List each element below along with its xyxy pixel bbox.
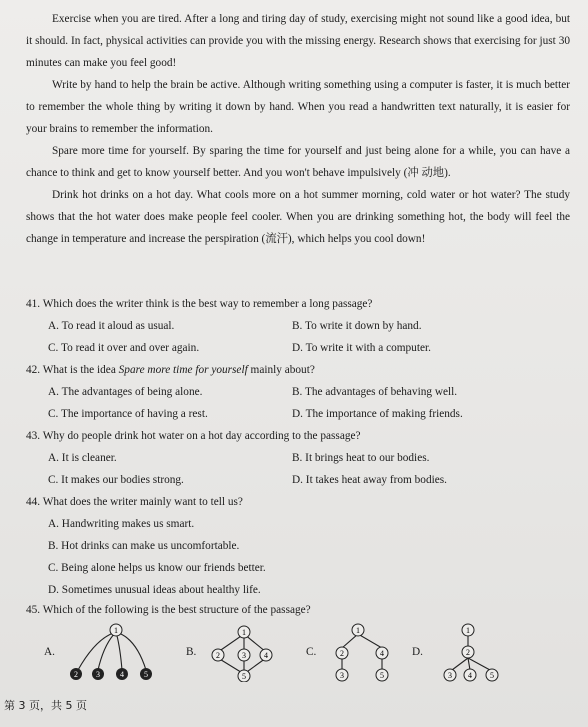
svg-text:1: 1: [114, 626, 118, 635]
q42-stem-pre: 42. What is the idea: [26, 364, 119, 376]
diagram-b-label: B.: [186, 646, 197, 658]
diagram-b-tree: [186, 622, 286, 682]
diagram-b-node-5: [238, 670, 250, 682]
para4-line3: something hot, the body will feel the change in temperature and increase the perspiration (流汗),: [26, 211, 570, 245]
diagram-d-node-3: [444, 669, 456, 681]
svg-text:3: 3: [242, 651, 246, 660]
diagram-a-edge: [116, 632, 146, 670]
paragraph-exercise: [26, 8, 570, 74]
q41-option-d[interactable]: D. To write it with a computer.: [292, 342, 431, 354]
svg-text:3: 3: [448, 671, 452, 680]
page-footer: 第 3 页，共 5 页: [4, 699, 87, 712]
question-44-stem: 44. What does the writer mainly want to tell us?: [26, 496, 243, 508]
para1-line1: Exercise when you are tired. After a long and tiring day of study, exercising might not sound like: [52, 13, 495, 25]
question-45-stem: 45. Which of the following is the best structure of the passage?: [26, 604, 311, 616]
diagram-d-node-4: [464, 669, 476, 681]
svg-text:5: 5: [242, 672, 246, 681]
diagram-c-node-3: [336, 669, 348, 681]
diagram-a-edge: [98, 632, 116, 670]
diagram-c-node-2: [336, 647, 348, 659]
diagram-d-node-5: [486, 669, 498, 681]
svg-text:2: 2: [466, 648, 470, 657]
q44-option-a[interactable]: A. Handwriting makes us smart.: [48, 518, 195, 530]
diagram-d-edge: [468, 658, 470, 670]
q42-option-a[interactable]: A. The advantages of being alone.: [48, 386, 203, 398]
diagram-b-node-1: [238, 626, 250, 638]
para1-line2: a good idea, but it should. In fact, physical activities can provide you with the missing energy.: [26, 13, 571, 47]
q44-option-d[interactable]: D. Sometimes unusual ideas about healthy life.: [48, 584, 261, 596]
q41-option-b[interactable]: B. To write it down by hand.: [292, 320, 422, 332]
q42-option-b[interactable]: B. The advantages of behaving well.: [292, 386, 458, 398]
svg-text:2: 2: [216, 651, 220, 660]
svg-text:5: 5: [144, 670, 148, 679]
diagram-b-node-3: [238, 649, 250, 661]
para4-line4: which helps you cool down!: [297, 233, 426, 245]
q43-option-a[interactable]: A. It is cleaner.: [48, 452, 117, 464]
diagram-c-edge: [342, 634, 358, 648]
diagram-a-node-4: [116, 668, 128, 680]
diagram-c-node-1: [352, 624, 364, 636]
diagram-c-label: C.: [306, 646, 317, 658]
q42-stem-emphasis: Spare more time for yourself: [118, 364, 248, 376]
svg-text:2: 2: [340, 649, 344, 658]
diagram-c-node-5: [376, 669, 388, 681]
structure-diagram-a[interactable]: [44, 622, 164, 682]
q43-option-b[interactable]: B. It brings heat to our bodies.: [292, 452, 430, 464]
svg-text:3: 3: [96, 670, 100, 679]
diagram-a-label: A.: [44, 646, 55, 658]
para3-line2: you can have a chance to think and get to know yourself better. And you won't behave impulsively (冲: [26, 145, 571, 179]
diagram-a-node-5: [140, 668, 152, 680]
svg-text:4: 4: [264, 651, 268, 660]
svg-text:5: 5: [380, 671, 384, 680]
q41-option-c[interactable]: C. To read it over and over again.: [48, 342, 200, 354]
diagram-c-node-4: [376, 647, 388, 659]
q42-option-c[interactable]: C. The importance of having a rest.: [48, 408, 208, 420]
svg-text:4: 4: [380, 649, 384, 658]
svg-text:1: 1: [356, 626, 360, 635]
diagram-d-edge: [468, 658, 490, 670]
para3-line1: Spare more time for yourself. By sparing the time for yourself and just being alone for a while,: [52, 145, 497, 157]
para1-line3: Research shows that exercising for just 30 minutes can make you feel good!: [26, 35, 570, 69]
q43-option-c[interactable]: C. It makes our bodies strong.: [48, 474, 184, 486]
svg-text:2: 2: [74, 670, 78, 679]
paragraph-handwriting: [26, 74, 570, 140]
svg-text:4: 4: [468, 671, 472, 680]
svg-text:4: 4: [120, 670, 124, 679]
svg-text:1: 1: [466, 626, 470, 635]
diagram-a-node-2: [70, 668, 82, 680]
para3-line3: 动地).: [421, 167, 451, 179]
q42-option-d[interactable]: D. The importance of making friends.: [292, 408, 463, 420]
svg-text:5: 5: [490, 671, 494, 680]
diagram-a-node-1: [110, 624, 122, 636]
structure-diagram-b[interactable]: [186, 622, 286, 682]
q41-option-a[interactable]: A. To read it aloud as usual.: [48, 320, 175, 332]
paragraph-hot-drinks: [26, 184, 570, 250]
para2-line2: it is much better to remember the whole thing by writing it down by hand. When you read a: [26, 79, 570, 113]
svg-text:1: 1: [242, 628, 246, 637]
diagram-d-node-1: [462, 624, 474, 636]
diagram-c-tree: [306, 622, 406, 682]
diagram-d-label: D.: [412, 646, 423, 658]
diagram-d-edge: [452, 658, 468, 670]
q43-option-d[interactable]: D. It takes heat away from bodies.: [292, 474, 447, 486]
diagram-a-node-3: [92, 668, 104, 680]
diagram-a-edge: [78, 632, 116, 670]
para4-line1: Drink hot drinks on a hot day. What cools more on a hot summer morning, cold water or hot: [52, 189, 487, 201]
diagram-a-tree: [44, 622, 164, 682]
diagram-d-tree: [412, 622, 522, 682]
question-42-stem: [26, 359, 315, 381]
q42-stem-post: mainly about?: [247, 364, 315, 376]
question-41-stem: 41. Which does the writer think is the best way to remember a long passage?: [26, 298, 373, 310]
structure-diagram-c[interactable]: [306, 622, 406, 682]
diagram-d-node-2: [462, 646, 474, 658]
diagram-a-edge: [116, 632, 122, 670]
para2-line3: handwritten text naturally, it is easier for your brains to remember the information.: [26, 101, 570, 135]
question-43-stem: 43. Why do people drink hot water on a hot day according to the passage?: [26, 430, 361, 442]
svg-text:3: 3: [340, 671, 344, 680]
reading-passage: [26, 8, 570, 250]
diagram-b-node-2: [212, 649, 224, 661]
diagram-b-node-4: [260, 649, 272, 661]
para2-line1: Write by hand to help the brain be active. Although writing something using a computer is faster,: [52, 79, 494, 91]
paragraph-spare-time: [26, 140, 570, 184]
q44-option-b[interactable]: B. Hot drinks can make us uncomfortable.: [48, 540, 240, 552]
q44-option-c[interactable]: C. Being alone helps us know our friends better.: [48, 562, 266, 574]
para4-line2: water? The study shows that the hot water does make people feel cooler. When you are drinking: [26, 189, 571, 223]
diagram-c-edge: [358, 634, 382, 648]
structure-diagram-d[interactable]: [412, 622, 522, 682]
